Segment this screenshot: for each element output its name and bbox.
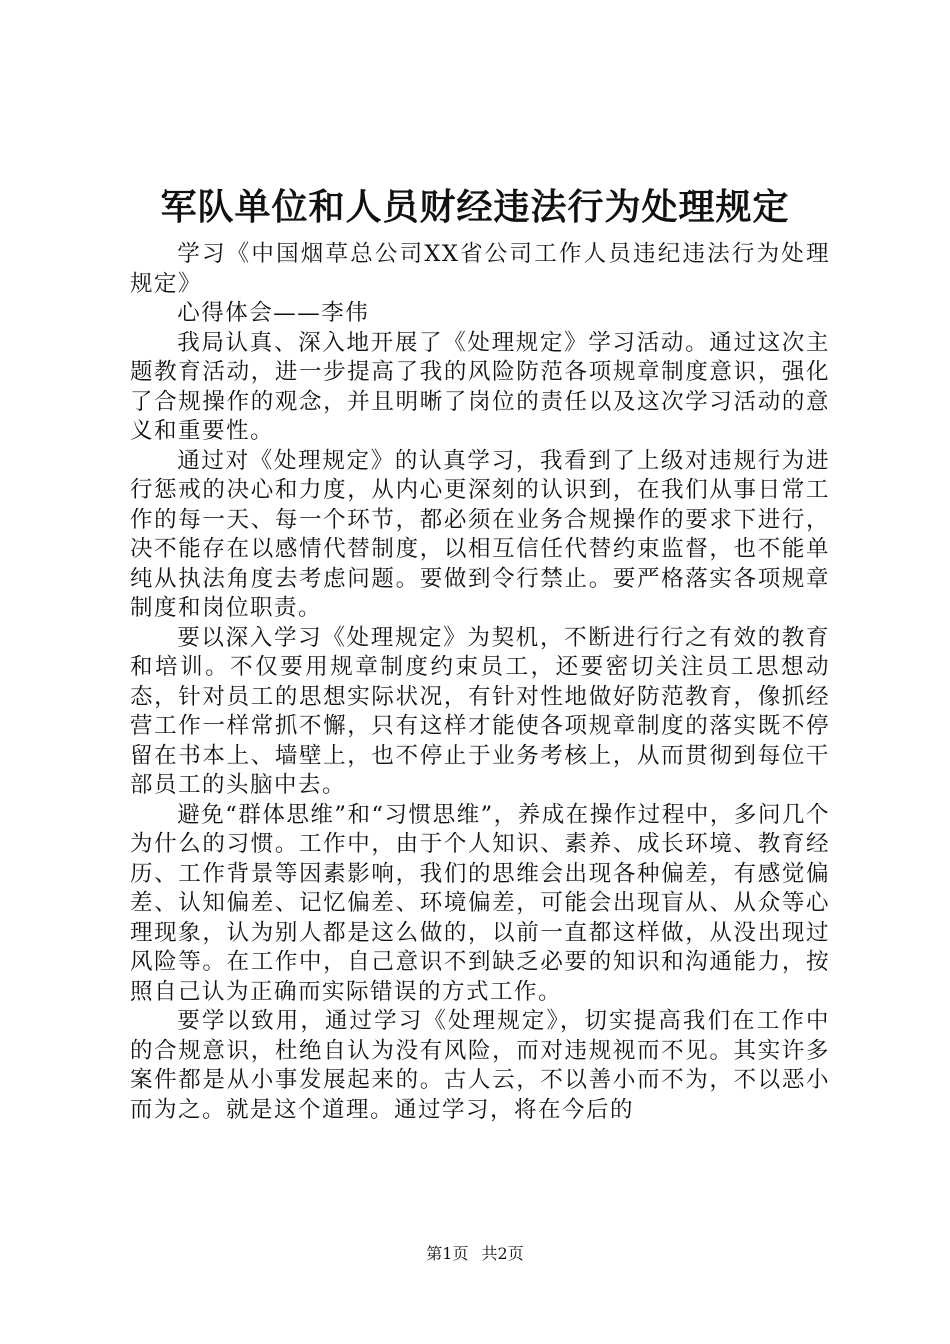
paragraph-body: 要学以致用，通过学习《处理规定》，切实提高我们在工作中的合规意识，杜绝自认为没有风险，而对违规视而不见。其实许多案件都是从小事发展起来的。古人云，不以善小而不为，不以恶小而为之。就是这个道理。通过学习，将在今后的: [130, 1008, 830, 1123]
paragraph-body: 避免“群体思维”和“习惯思维”，养成在操作过程中，多问几个为什么的习惯。工作中，由于个人知识、素养、成长环境、教育经历、工作背景等因素影响，我们的思维会出现各种偏差，有感觉偏差、认知偏差、记忆偏差、环境偏差，可能会出现盲从、从众等心理现象，认为别人都是这么做的，以前一直都这样做，从没出现过风险等。在工作中，自己意识不到缺乏必要的知识和沟通能力，按照自己认为正确而实际错误的方式工作。: [130, 801, 830, 1005]
page-number: 第1页: [426, 1244, 469, 1263]
paragraph-author-line: 心得体会——李伟: [177, 300, 370, 326]
document-body: [130, 240, 830, 1125]
paragraph-body: 要以深入学习《处理规定》为契机，不断进行行之有效的教育和培训。不仅要用规章制度约束员工，还要密切关注员工思想动态，针对员工的思想实际状况，有针对性地做好防范教育，像抓经营工作一样常抓不懈，只有这样才能使各项规章制度的落实既不停留在书本上、墙壁上，也不停止于业务考核上，从而贯彻到每位干部员工的头脑中去。: [130, 624, 830, 798]
page-total: 共2页: [481, 1244, 524, 1263]
paragraph-body: 通过对《处理规定》的认真学习，我看到了上级对违规行为进行惩戒的决心和力度，从内心更深刻的认识到，在我们从事日常工作的每一天、每一个环节，都必须在业务合规操作的要求下进行，决不能存在以感情代替制度，以相互信任代替约束监督，也不能单纯从执法角度去考虑问题。要做到令行禁止。要严格落实各项规章制度和岗位职责。: [130, 447, 830, 621]
document-title: 军队单位和人员财经违法行为处理规定: [160, 186, 790, 228]
paragraph-study-heading: 学习《中国烟草总公司XX省公司工作人员违纪违法行为处理规定》: [130, 241, 830, 297]
paragraph-body: 我局认真、深入地开展了《处理规定》学习活动。通过这次主题教育活动，进一步提高了我的风险防范各项规章制度意识，强化了合规操作的观念，并且明晰了岗位的责任以及这次学习活动的意义和重要性。: [130, 329, 830, 444]
page-footer: [0, 1243, 950, 1265]
